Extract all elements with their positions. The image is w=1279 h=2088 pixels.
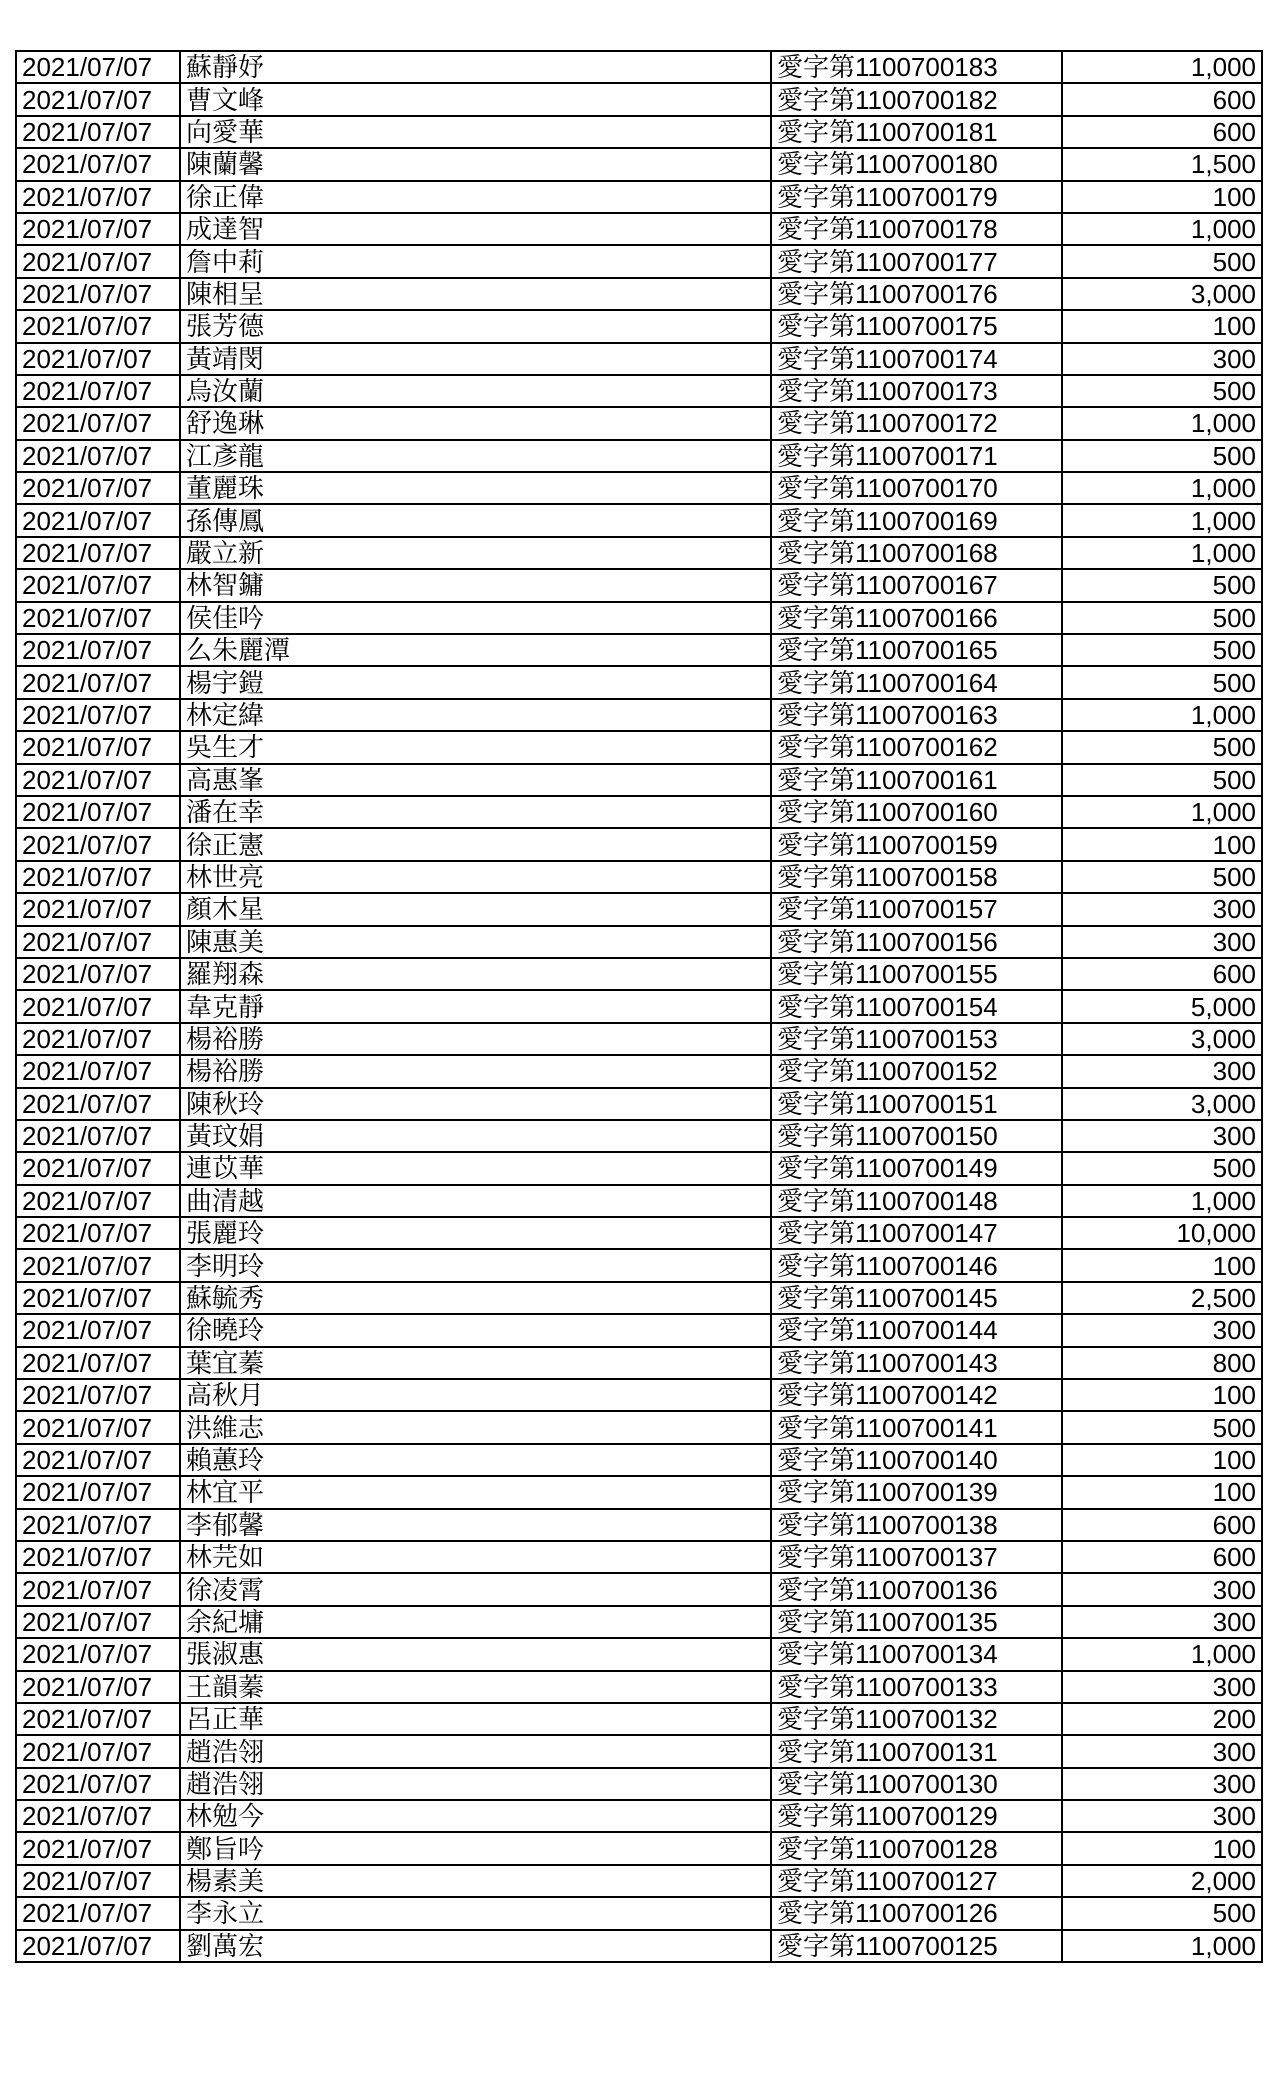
amount-cell: 500 (1062, 1411, 1262, 1443)
amount-cell: 600 (1062, 83, 1262, 115)
date-cell: 2021/07/07 (16, 731, 180, 763)
donor-name-cell: 嚴立新 (180, 537, 771, 569)
donor-name-cell: 蘇靜妤 (180, 51, 771, 83)
table-row (16, 1671, 1262, 1703)
donor-name-cell: 潘在幸 (180, 796, 771, 828)
donor-name-cell: 余紀墉 (180, 1606, 771, 1638)
amount-cell: 2,500 (1062, 1282, 1262, 1314)
table-row (16, 1055, 1262, 1087)
date-cell: 2021/07/07 (16, 1347, 180, 1379)
amount-cell: 500 (1062, 861, 1262, 893)
date-cell: 2021/07/07 (16, 181, 180, 213)
table-row (16, 1768, 1262, 1800)
table-row (16, 148, 1262, 180)
date-cell: 2021/07/07 (16, 1120, 180, 1152)
receipt-number-cell: 愛字第1100700156 (771, 926, 1062, 958)
date-cell: 2021/07/07 (16, 990, 180, 1022)
table-row (16, 440, 1262, 472)
table-row (16, 828, 1262, 860)
date-cell: 2021/07/07 (16, 504, 180, 536)
date-cell: 2021/07/07 (16, 1509, 180, 1541)
date-cell: 2021/07/07 (16, 796, 180, 828)
receipt-number-cell: 愛字第1100700181 (771, 116, 1062, 148)
amount-cell: 1,000 (1062, 699, 1262, 731)
donor-name-cell: 楊裕勝 (180, 1023, 771, 1055)
table-row (16, 1735, 1262, 1767)
amount-cell: 600 (1062, 1509, 1262, 1541)
date-cell: 2021/07/07 (16, 1573, 180, 1605)
table-row (16, 1703, 1262, 1735)
date-cell: 2021/07/07 (16, 926, 180, 958)
receipt-number-cell: 愛字第1100700145 (771, 1282, 1062, 1314)
table-row (16, 861, 1262, 893)
donor-name-cell: 顏木星 (180, 893, 771, 925)
donor-name-cell: 李永立 (180, 1897, 771, 1929)
donor-name-cell: 黃玟娟 (180, 1120, 771, 1152)
receipt-number-cell: 愛字第1100700131 (771, 1735, 1062, 1767)
date-cell: 2021/07/07 (16, 116, 180, 148)
date-cell: 2021/07/07 (16, 310, 180, 342)
donor-name-cell: 張芳德 (180, 310, 771, 342)
table-row (16, 1541, 1262, 1573)
amount-cell: 1,000 (1062, 1638, 1262, 1670)
amount-cell: 100 (1062, 1249, 1262, 1281)
receipt-number-cell: 愛字第1100700170 (771, 472, 1062, 504)
donor-name-cell: 賴蕙玲 (180, 1444, 771, 1476)
amount-cell: 300 (1062, 1671, 1262, 1703)
receipt-number-cell: 愛字第1100700171 (771, 440, 1062, 472)
receipt-number-cell: 愛字第1100700150 (771, 1120, 1062, 1152)
amount-cell: 500 (1062, 731, 1262, 763)
amount-cell: 500 (1062, 764, 1262, 796)
amount-cell: 1,000 (1062, 407, 1262, 439)
donor-name-cell: 趙浩翎 (180, 1735, 771, 1767)
amount-cell: 300 (1062, 1314, 1262, 1346)
date-cell: 2021/07/07 (16, 1055, 180, 1087)
table-row (16, 926, 1262, 958)
table-row (16, 1444, 1262, 1476)
donor-name-cell: 吳生才 (180, 731, 771, 763)
table-row (16, 1088, 1262, 1120)
table-row (16, 1023, 1262, 1055)
date-cell: 2021/07/07 (16, 213, 180, 245)
donor-name-cell: 楊裕勝 (180, 1055, 771, 1087)
table-row (16, 51, 1262, 83)
donor-name-cell: 林世亮 (180, 861, 771, 893)
receipt-number-cell: 愛字第1100700158 (771, 861, 1062, 893)
amount-cell: 500 (1062, 666, 1262, 698)
donor-name-cell: 張麗玲 (180, 1217, 771, 1249)
table-row (16, 731, 1262, 763)
amount-cell: 1,000 (1062, 504, 1262, 536)
donor-name-cell: 董麗珠 (180, 472, 771, 504)
amount-cell: 300 (1062, 1606, 1262, 1638)
date-cell: 2021/07/07 (16, 1152, 180, 1184)
table-row (16, 375, 1262, 407)
donor-name-cell: 呂正華 (180, 1703, 771, 1735)
table-row (16, 634, 1262, 666)
date-cell: 2021/07/07 (16, 148, 180, 180)
table-row (16, 602, 1262, 634)
date-cell: 2021/07/07 (16, 764, 180, 796)
amount-cell: 500 (1062, 375, 1262, 407)
amount-cell: 1,000 (1062, 213, 1262, 245)
date-cell: 2021/07/07 (16, 1800, 180, 1832)
donor-name-cell: 林智鏞 (180, 569, 771, 601)
amount-cell: 500 (1062, 440, 1262, 472)
amount-cell: 300 (1062, 1120, 1262, 1152)
amount-cell: 100 (1062, 828, 1262, 860)
donor-name-cell: 林宜平 (180, 1476, 771, 1508)
table-row (16, 504, 1262, 536)
date-cell: 2021/07/07 (16, 1768, 180, 1800)
receipt-number-cell: 愛字第1100700180 (771, 148, 1062, 180)
donor-name-cell: 曲清越 (180, 1185, 771, 1217)
amount-cell: 300 (1062, 1768, 1262, 1800)
table-row (16, 958, 1262, 990)
date-cell: 2021/07/07 (16, 1088, 180, 1120)
receipt-number-cell: 愛字第1100700148 (771, 1185, 1062, 1217)
donor-name-cell: 成達智 (180, 213, 771, 245)
donor-name-cell: 張淑惠 (180, 1638, 771, 1670)
date-cell: 2021/07/07 (16, 1930, 180, 1962)
amount-cell: 500 (1062, 245, 1262, 277)
amount-cell: 100 (1062, 1444, 1262, 1476)
table-row (16, 472, 1262, 504)
table-row (16, 278, 1262, 310)
amount-cell: 300 (1062, 1055, 1262, 1087)
table-row (16, 990, 1262, 1022)
table-row (16, 1152, 1262, 1184)
donor-name-cell: 向愛華 (180, 116, 771, 148)
donor-name-cell: 林芫如 (180, 1541, 771, 1573)
receipt-number-cell: 愛字第1100700138 (771, 1509, 1062, 1541)
amount-cell: 300 (1062, 1735, 1262, 1767)
receipt-number-cell: 愛字第1100700135 (771, 1606, 1062, 1638)
donor-name-cell: 黃靖閔 (180, 343, 771, 375)
table-row (16, 569, 1262, 601)
amount-cell: 3,000 (1062, 1088, 1262, 1120)
date-cell: 2021/07/07 (16, 245, 180, 277)
receipt-number-cell: 愛字第1100700167 (771, 569, 1062, 601)
amount-cell: 500 (1062, 1897, 1262, 1929)
receipt-number-cell: 愛字第1100700147 (771, 1217, 1062, 1249)
amount-cell: 1,000 (1062, 1930, 1262, 1962)
table-row (16, 1347, 1262, 1379)
donor-name-cell: 蘇毓秀 (180, 1282, 771, 1314)
date-cell: 2021/07/07 (16, 1832, 180, 1864)
receipt-number-cell: 愛字第1100700166 (771, 602, 1062, 634)
table-row (16, 83, 1262, 115)
receipt-number-cell: 愛字第1100700130 (771, 1768, 1062, 1800)
donor-name-cell: 江彥龍 (180, 440, 771, 472)
date-cell: 2021/07/07 (16, 537, 180, 569)
amount-cell: 100 (1062, 310, 1262, 342)
receipt-number-cell: 愛字第1100700169 (771, 504, 1062, 536)
table-row (16, 1638, 1262, 1670)
receipt-number-cell: 愛字第1100700175 (771, 310, 1062, 342)
amount-cell: 1,000 (1062, 472, 1262, 504)
amount-cell: 100 (1062, 1379, 1262, 1411)
amount-cell: 200 (1062, 1703, 1262, 1735)
table-row (16, 1509, 1262, 1541)
table-row (16, 1249, 1262, 1281)
receipt-number-cell: 愛字第1100700182 (771, 83, 1062, 115)
amount-cell: 300 (1062, 1800, 1262, 1832)
date-cell: 2021/07/07 (16, 861, 180, 893)
amount-cell: 1,000 (1062, 51, 1262, 83)
date-cell: 2021/07/07 (16, 472, 180, 504)
date-cell: 2021/07/07 (16, 634, 180, 666)
receipt-number-cell: 愛字第1100700141 (771, 1411, 1062, 1443)
receipt-number-cell: 愛字第1100700143 (771, 1347, 1062, 1379)
donor-name-cell: 高惠峯 (180, 764, 771, 796)
date-cell: 2021/07/07 (16, 958, 180, 990)
date-cell: 2021/07/07 (16, 602, 180, 634)
donor-name-cell: 徐正憲 (180, 828, 771, 860)
amount-cell: 100 (1062, 1832, 1262, 1864)
table-row (16, 537, 1262, 569)
table-row (16, 796, 1262, 828)
receipt-number-cell: 愛字第1100700134 (771, 1638, 1062, 1670)
amount-cell: 300 (1062, 926, 1262, 958)
donor-name-cell: 葉宜蓁 (180, 1347, 771, 1379)
amount-cell: 5,000 (1062, 990, 1262, 1022)
donor-name-cell: 孫傳鳳 (180, 504, 771, 536)
date-cell: 2021/07/07 (16, 51, 180, 83)
donor-name-cell: 徐正偉 (180, 181, 771, 213)
receipt-number-cell: 愛字第1100700179 (771, 181, 1062, 213)
table-row (16, 699, 1262, 731)
date-cell: 2021/07/07 (16, 1606, 180, 1638)
receipt-number-cell: 愛字第1100700177 (771, 245, 1062, 277)
date-cell: 2021/07/07 (16, 440, 180, 472)
table-row (16, 764, 1262, 796)
date-cell: 2021/07/07 (16, 1735, 180, 1767)
date-cell: 2021/07/07 (16, 569, 180, 601)
donor-name-cell: 洪維志 (180, 1411, 771, 1443)
date-cell: 2021/07/07 (16, 343, 180, 375)
amount-cell: 600 (1062, 1541, 1262, 1573)
donor-name-cell: 陳相呈 (180, 278, 771, 310)
donor-name-cell: 么朱麗潭 (180, 634, 771, 666)
receipt-number-cell: 愛字第1100700133 (771, 1671, 1062, 1703)
amount-cell: 1,000 (1062, 537, 1262, 569)
date-cell: 2021/07/07 (16, 1897, 180, 1929)
amount-cell: 300 (1062, 343, 1262, 375)
table-row (16, 1930, 1262, 1962)
table-row (16, 245, 1262, 277)
receipt-number-cell: 愛字第1100700165 (771, 634, 1062, 666)
date-cell: 2021/07/07 (16, 1444, 180, 1476)
amount-cell: 1,500 (1062, 148, 1262, 180)
table-row (16, 1832, 1262, 1864)
receipt-number-cell: 愛字第1100700155 (771, 958, 1062, 990)
table-row (16, 310, 1262, 342)
date-cell: 2021/07/07 (16, 1865, 180, 1897)
donor-name-cell: 王韻蓁 (180, 1671, 771, 1703)
table-row (16, 893, 1262, 925)
receipt-number-cell: 愛字第1100700151 (771, 1088, 1062, 1120)
amount-cell: 2,000 (1062, 1865, 1262, 1897)
amount-cell: 500 (1062, 602, 1262, 634)
donor-name-cell: 羅翔森 (180, 958, 771, 990)
receipt-number-cell: 愛字第1100700162 (771, 731, 1062, 763)
receipt-number-cell: 愛字第1100700137 (771, 1541, 1062, 1573)
donor-name-cell: 趙浩翎 (180, 1768, 771, 1800)
table-row (16, 1217, 1262, 1249)
date-cell: 2021/07/07 (16, 1476, 180, 1508)
receipt-number-cell: 愛字第1100700168 (771, 537, 1062, 569)
receipt-number-cell: 愛字第1100700144 (771, 1314, 1062, 1346)
donor-name-cell: 徐曉玲 (180, 1314, 771, 1346)
donor-name-cell: 林勉今 (180, 1800, 771, 1832)
amount-cell: 500 (1062, 569, 1262, 601)
table-row (16, 1411, 1262, 1443)
donor-name-cell: 韋克靜 (180, 990, 771, 1022)
date-cell: 2021/07/07 (16, 1379, 180, 1411)
receipt-number-cell: 愛字第1100700174 (771, 343, 1062, 375)
amount-cell: 100 (1062, 1476, 1262, 1508)
table-row (16, 407, 1262, 439)
donor-name-cell: 楊宇鎧 (180, 666, 771, 698)
date-cell: 2021/07/07 (16, 699, 180, 731)
date-cell: 2021/07/07 (16, 278, 180, 310)
receipt-number-cell: 愛字第1100700160 (771, 796, 1062, 828)
receipt-number-cell: 愛字第1100700129 (771, 1800, 1062, 1832)
table-row (16, 1897, 1262, 1929)
receipt-number-cell: 愛字第1100700128 (771, 1832, 1062, 1864)
donor-name-cell: 李郁馨 (180, 1509, 771, 1541)
receipt-number-cell: 愛字第1100700159 (771, 828, 1062, 860)
receipt-number-cell: 愛字第1100700153 (771, 1023, 1062, 1055)
donor-name-cell: 烏汝蘭 (180, 375, 771, 407)
date-cell: 2021/07/07 (16, 1541, 180, 1573)
amount-cell: 600 (1062, 116, 1262, 148)
table-row (16, 213, 1262, 245)
receipt-number-cell: 愛字第1100700140 (771, 1444, 1062, 1476)
amount-cell: 300 (1062, 893, 1262, 925)
donor-name-cell: 高秋月 (180, 1379, 771, 1411)
donor-name-cell: 詹中莉 (180, 245, 771, 277)
amount-cell: 800 (1062, 1347, 1262, 1379)
receipt-number-cell: 愛字第1100700149 (771, 1152, 1062, 1184)
donor-name-cell: 陳秋玲 (180, 1088, 771, 1120)
donor-name-cell: 鄭旨吟 (180, 1832, 771, 1864)
date-cell: 2021/07/07 (16, 1411, 180, 1443)
donor-name-cell: 徐凌霄 (180, 1573, 771, 1605)
date-cell: 2021/07/07 (16, 1249, 180, 1281)
amount-cell: 3,000 (1062, 278, 1262, 310)
receipt-number-cell: 愛字第1100700152 (771, 1055, 1062, 1087)
receipt-number-cell: 愛字第1100700176 (771, 278, 1062, 310)
donor-name-cell: 林定緯 (180, 699, 771, 731)
amount-cell: 600 (1062, 958, 1262, 990)
donor-name-cell: 陳惠美 (180, 926, 771, 958)
receipt-number-cell: 愛字第1100700157 (771, 893, 1062, 925)
donor-name-cell: 李明玲 (180, 1249, 771, 1281)
donor-name-cell: 曹文峰 (180, 83, 771, 115)
date-cell: 2021/07/07 (16, 1703, 180, 1735)
donation-table-body (16, 51, 1262, 1962)
receipt-number-cell: 愛字第1100700146 (771, 1249, 1062, 1281)
receipt-number-cell: 愛字第1100700161 (771, 764, 1062, 796)
receipt-number-cell: 愛字第1100700178 (771, 213, 1062, 245)
receipt-number-cell: 愛字第1100700125 (771, 1930, 1062, 1962)
amount-cell: 300 (1062, 1573, 1262, 1605)
table-row (16, 343, 1262, 375)
receipt-number-cell: 愛字第1100700163 (771, 699, 1062, 731)
date-cell: 2021/07/07 (16, 1671, 180, 1703)
table-row (16, 1606, 1262, 1638)
amount-cell: 3,000 (1062, 1023, 1262, 1055)
receipt-number-cell: 愛字第1100700126 (771, 1897, 1062, 1929)
receipt-number-cell: 愛字第1100700173 (771, 375, 1062, 407)
receipt-number-cell: 愛字第1100700127 (771, 1865, 1062, 1897)
receipt-number-cell: 愛字第1100700172 (771, 407, 1062, 439)
receipt-number-cell: 愛字第1100700136 (771, 1573, 1062, 1605)
table-row (16, 1573, 1262, 1605)
date-cell: 2021/07/07 (16, 828, 180, 860)
amount-cell: 1,000 (1062, 1185, 1262, 1217)
date-cell: 2021/07/07 (16, 83, 180, 115)
date-cell: 2021/07/07 (16, 375, 180, 407)
table-row (16, 116, 1262, 148)
table-row (16, 666, 1262, 698)
date-cell: 2021/07/07 (16, 1282, 180, 1314)
amount-cell: 500 (1062, 1152, 1262, 1184)
table-row (16, 1865, 1262, 1897)
date-cell: 2021/07/07 (16, 893, 180, 925)
table-row (16, 1120, 1262, 1152)
donor-name-cell: 舒逸琳 (180, 407, 771, 439)
receipt-number-cell: 愛字第1100700132 (771, 1703, 1062, 1735)
donor-name-cell: 侯佳吟 (180, 602, 771, 634)
amount-cell: 100 (1062, 181, 1262, 213)
receipt-number-cell: 愛字第1100700183 (771, 51, 1062, 83)
donor-name-cell: 連苡華 (180, 1152, 771, 1184)
date-cell: 2021/07/07 (16, 1217, 180, 1249)
amount-cell: 10,000 (1062, 1217, 1262, 1249)
date-cell: 2021/07/07 (16, 1023, 180, 1055)
receipt-number-cell: 愛字第1100700139 (771, 1476, 1062, 1508)
date-cell: 2021/07/07 (16, 1314, 180, 1346)
donor-name-cell: 楊素美 (180, 1865, 771, 1897)
table-row (16, 1800, 1262, 1832)
date-cell: 2021/07/07 (16, 407, 180, 439)
donor-name-cell: 劉萬宏 (180, 1930, 771, 1962)
table-row (16, 181, 1262, 213)
receipt-number-cell: 愛字第1100700142 (771, 1379, 1062, 1411)
receipt-number-cell: 愛字第1100700154 (771, 990, 1062, 1022)
table-row (16, 1282, 1262, 1314)
table-row (16, 1185, 1262, 1217)
table-row (16, 1476, 1262, 1508)
table-row (16, 1314, 1262, 1346)
donation-table (15, 50, 1263, 1963)
amount-cell: 1,000 (1062, 796, 1262, 828)
date-cell: 2021/07/07 (16, 1638, 180, 1670)
amount-cell: 500 (1062, 634, 1262, 666)
date-cell: 2021/07/07 (16, 1185, 180, 1217)
receipt-number-cell: 愛字第1100700164 (771, 666, 1062, 698)
table-row (16, 1379, 1262, 1411)
date-cell: 2021/07/07 (16, 666, 180, 698)
donor-name-cell: 陳蘭馨 (180, 148, 771, 180)
